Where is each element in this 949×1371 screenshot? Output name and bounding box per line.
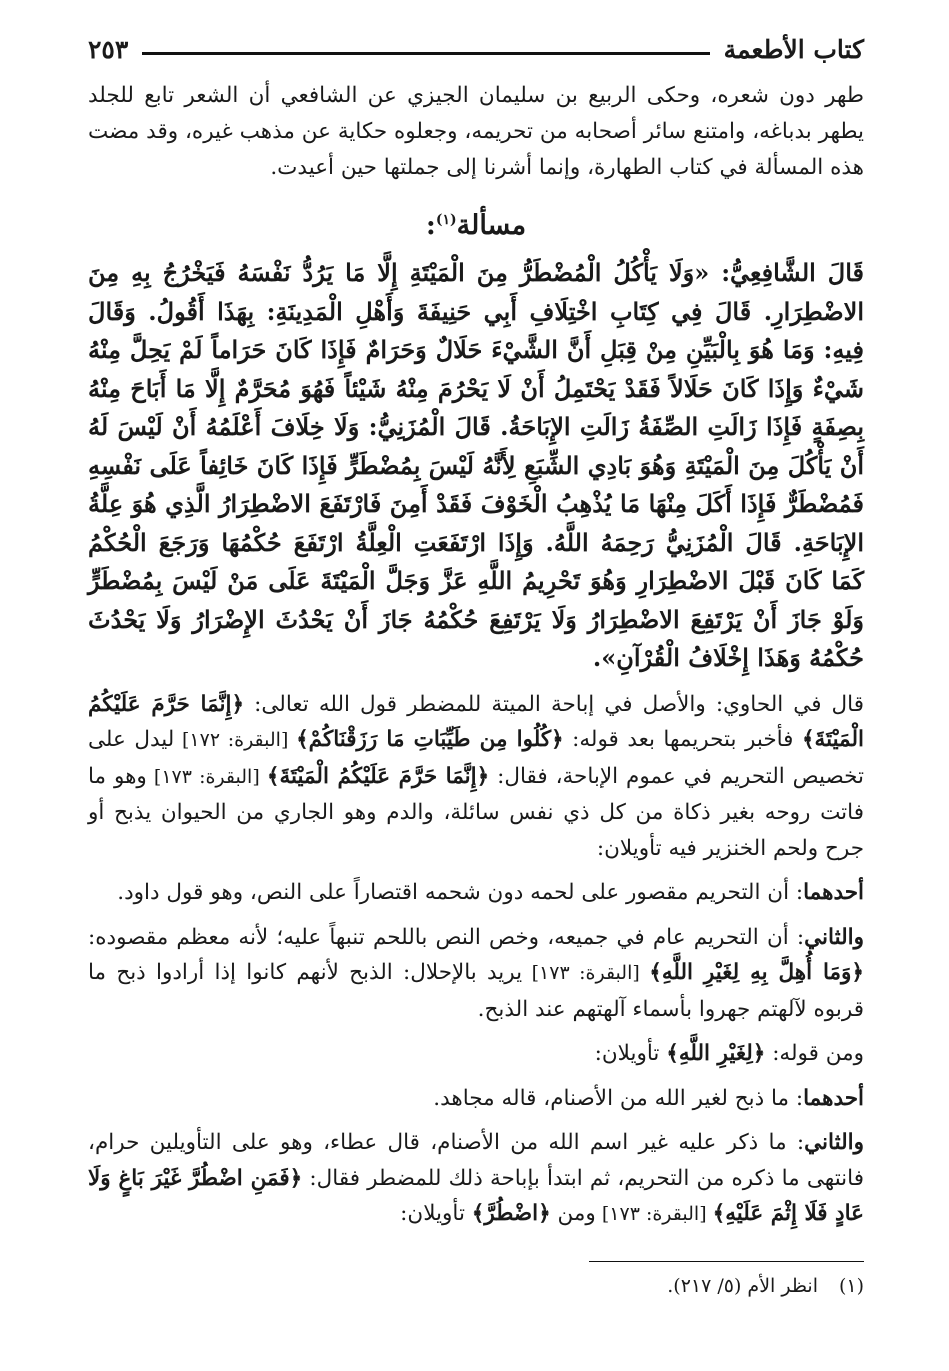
page-number: ٢٥٣ — [88, 35, 129, 64]
book-page — [88, 28, 864, 1351]
quran-quote: ﴿اضْطُرَّ﴾ — [471, 1201, 551, 1226]
section-heading-colon: : — [425, 210, 436, 241]
section-heading — [88, 202, 864, 244]
paragraph-lead: والثاني — [804, 1130, 864, 1155]
commentary-paragraph — [88, 1036, 864, 1072]
footnote-marker[interactable]: (١) — [435, 212, 457, 228]
text-run: فأخبر بتحريمها بعد قوله: — [563, 727, 802, 752]
text-run: ومن قوله: — [765, 1041, 864, 1066]
text-run: تأويلان: — [594, 1041, 667, 1066]
verse-reference: [البقرة: ١٧٣] — [595, 1203, 713, 1225]
commentary-paragraph — [88, 687, 864, 867]
text-run: وهو ما فاتت روحه بغير ذكاة من كل ذي نفس سائلة، والدم وهو الجاري من الحيوان يذبح أو جرح ولحم الخنزير فيه تأويلان: — [88, 763, 864, 861]
text-run: : ما ذبح لغير الله من الأصنام، قاله مجاهد. — [433, 1085, 804, 1111]
paragraph-lead: والثاني — [804, 924, 864, 950]
verse-reference: [البقرة: ١٧٢] — [174, 729, 297, 751]
paragraph-lead: أحدهما — [803, 1085, 864, 1111]
interpretation-paragraph — [88, 1081, 864, 1117]
section-heading-label: مسألة — [456, 210, 527, 241]
quran-quote: ﴿كُلُوا مِن طَيِّبَاتِ مَا رَزَقْنَاكُمْ﴾ — [296, 727, 564, 752]
footnote — [88, 1272, 864, 1300]
quran-quote: ﴿فَمَنِ اضْطُرَّ غَيْرَ بَاغٍ وَلَا عَادٍ فَلَا إِثْمَ عَلَيْهِ﴾ — [88, 1165, 864, 1226]
footnote-divider — [589, 1261, 864, 1262]
quran-quote: ﴿إِنَّمَا حَرَّمَ عَلَيْكُمُ الْمَيْتَةَ﴾ — [88, 691, 865, 752]
text-run: : أن التحريم مقصور على لحمه دون شحمه اقتصاراً على النص، وهو قول داود. — [117, 880, 804, 905]
verse-reference: [البقرة: ١٧٣] — [146, 765, 267, 788]
text-run: قال في الحاوي: والأصل في إباحة الميتة للمضطر قول الله تعالى: — [244, 691, 865, 717]
paragraph-lead: أحدهما — [803, 880, 864, 905]
text-run: ومن — [550, 1201, 596, 1226]
header-rule — [142, 52, 709, 55]
text-run: : أن التحريم عام في جميعه، وخص النص باللحم تنبهاً عليه؛ لأنه معظم مقصوده: — [88, 924, 805, 950]
text-run: ليدل على تخصيص التحريم في عموم الإباحة، فقال: — [88, 727, 864, 789]
interpretation-paragraph — [88, 1125, 864, 1233]
verse-reference: [البقرة: ١٧٣] — [522, 962, 650, 984]
main-text: قَالَ الشَّافِعِيُّ: «وَلَا يَأْكُلُ الْمُضْطَرُّ مِنَ الْمَيْتَةِ إِلَّا مَا يَرُدُّ نَفْسَهُ فَيَخْرُجُ بِهِ مِنَ الاضْطِرَارِ. قَالَ فِي كِتَابِ اخْتِلَافِ أَبِي حَنِيفَةَ وَأَهْلِ الْمَدِينَةِ: بِهَذَا أَقُولُ. وَقَالَ فِيهِ: وَمَا هُوَ بِالْبَيِّنِ مِنْ قِبَلِ أَنَّ الشَّيْءَ حَلَالٌ وَحَرَامٌ فَإِذَا كَانَ حَرَاماً لَمْ يَحِلَّ مِنْهُ شَيْءٌ وَإِذَا كَانَ حَلَالاً فَقَدْ يَحْتَمِلُ أَنْ لَا يَحْرُمَ مِنْهُ شَيْئاً فَهُوَ مُحَرَّمٌ إِلَّا مَا أَبَاحَ مِنْهُ بِصِفَةٍ فَإِذَا زَالَتِ الصِّفَةُ زَالَتِ الإِبَاحَةُ. قَالَ الْمُزَنِيُّ: وَلَا خِلَافَ أَعْلَمُهُ أَنْ لَيْسَ لَهُ أَنْ يَأْكُلَ مِنَ الْمَيْتَةِ وَهُوَ بَادِي الشِّبَعِ لِأَنَّهُ لَيْسَ بِمُضْطَرٍّ فَإِذَا كَانَ خَائِفاً عَلَى نَفْسِهِ فَمُضْطَرٌّ فَإِذَا أَكَلَ مِنْهَا مَا يُذْهِبُ الْخَوْفَ فَقَدْ أَمِنَ فَارْتَفَعَ الاضْطِرَارُ الَّذِي هُوَ عِلَّةُ الإِبَاحَةِ. قَالَ الْمُزَنِيُّ رَحِمَهُ اللَّهُ. وَإِذَا ارْتَفَعَتِ الْعِلَّةُ ارْتَفَعَ حُكْمُهَا وَرَجَعَ الْحُكْمُ كَمَا كَانَ قَبْلَ الاضْطِرَارِ وَهُوَ تَحْرِيمُ اللَّهِ عَزَّ وَجَلَّ الْمَيْتَةَ عَلَى مَنْ لَيْسَ بِمُضْطَرٍّ وَلَوْ جَازَ أَنْ يَرْتَفِعَ الاضْطِرَارُ وَلَا يَرْتَفِعَ حُكْمُهُ جَازَ أَنْ يَحْدُثَ الإِضْرَارُ وَلَا يَحْدُثَ حُكْمُهُ وَهَذَا إِخْلَافُ الْقُرْآنِ». — [88, 258, 864, 672]
text-run: تأويلان: — [400, 1201, 472, 1226]
book-title: كتاب الأطعمة — [723, 35, 864, 64]
footnote-text: انظر الأم (٥/ ٢١٧). — [667, 1274, 818, 1297]
quran-quote: ﴿إِنَّمَا حَرَّمَ عَلَيْكُمُ الْمَيْتَةَ﴾ — [266, 763, 490, 789]
running-header — [88, 28, 864, 64]
text-run: : ما ذكر عليه غير اسم الله من الأصنام، قال عطاء، وهو على التأويلين حرام، فانتهى ما ذكره من التحريم، ثم ابتدأ بإباحة ذلك للمضطر فقال: — [88, 1130, 864, 1191]
quran-quote: ﴿لِغَيْرِ اللَّهِ﴾ — [666, 1041, 766, 1066]
interpretation-paragraph — [88, 875, 864, 911]
quran-quote: ﴿وَمَا أُهِلَّ بِهِ لِغَيْرِ اللَّهِ﴾ — [649, 960, 865, 985]
intro-paragraph: طهر دون شعره، وحكى الربيع بن سليمان الجيزي عن الشافعي أن الشعر تابع للجلد يطهر بدباغه، وامتنع سائر أصحابه من تحريمه، وجعلوه حكاية عن مذهب غيره، وقد مضت هذه المسألة في كتاب الطهارة، وإنما أشرنا إلى جملتها حين أعيدت. — [88, 83, 864, 180]
interpretation-paragraph — [88, 920, 864, 1028]
text-run: يريد بالإحلال: الذبح لأنهم كانوا إذا أرادوا ذبح ما قربوه لآلهتم جهروا بأسماء آلهتهم عند الذبح. — [88, 960, 864, 1022]
footnote-number: (١) — [838, 1274, 864, 1297]
